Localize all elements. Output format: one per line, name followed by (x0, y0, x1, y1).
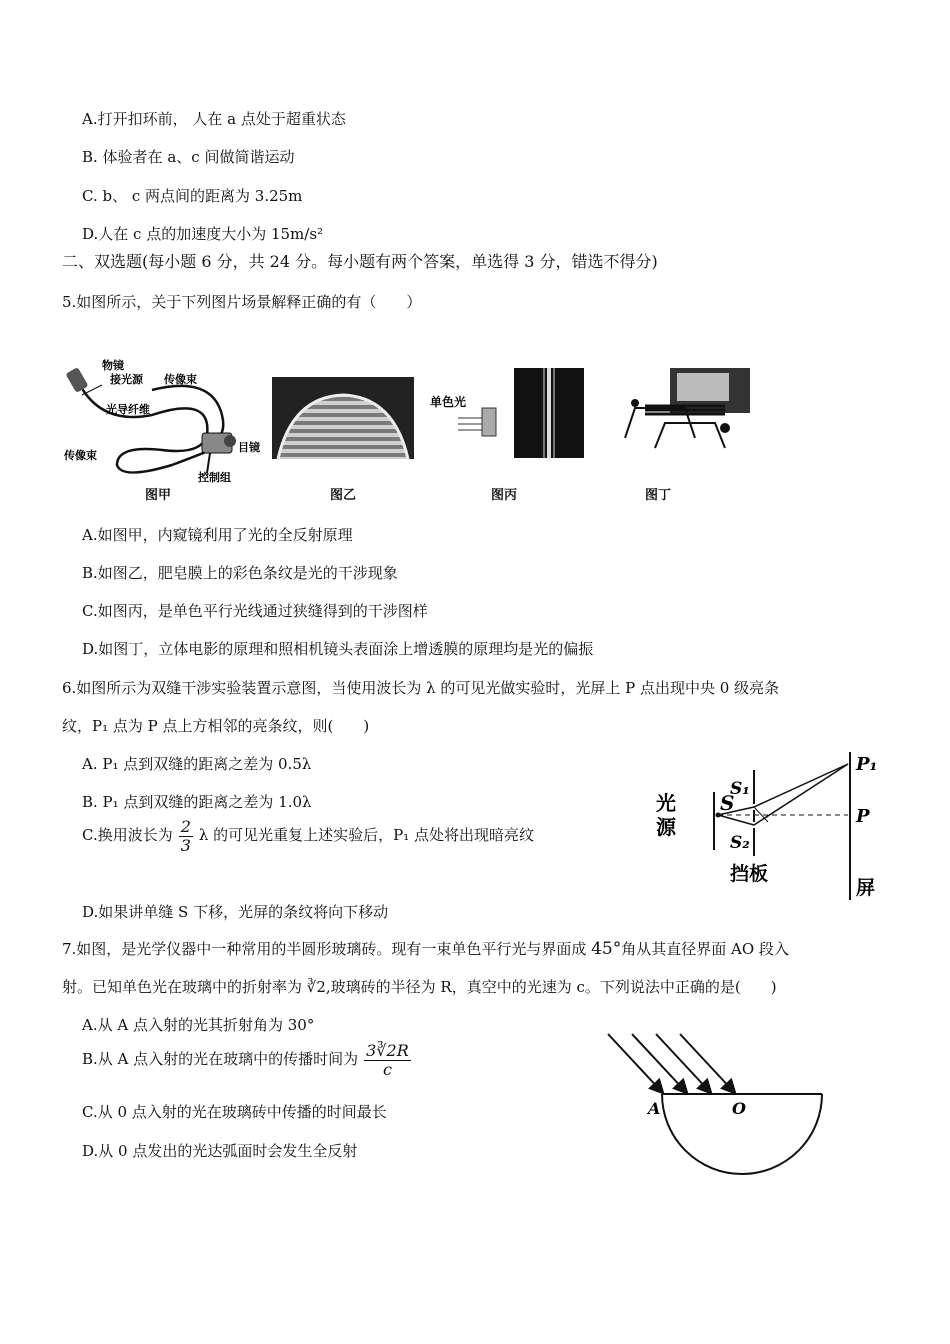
label-source-1: 光 (656, 791, 676, 815)
q7-option-d: D.从 0 点发出的光达弧面时会发生全反射 (82, 1142, 358, 1160)
stereo-figure (615, 368, 755, 468)
q5-option-b: B.如图乙，肥皂膜上的彩色条纹是光的干涉现象 (82, 564, 398, 582)
label-light-source: 接光源 (110, 373, 143, 386)
q6-stem-line2: 纹，P₁ 点为 P 点上方相邻的亮条纹，则( ) (62, 717, 370, 735)
caption-jia: 图甲 (144, 488, 171, 503)
label-S2: S₂ (730, 833, 750, 853)
q7-stem-line1 (62, 939, 789, 959)
q5-stem: 5.如图所示，关于下列图片场景解释正确的有（ ） (62, 293, 422, 311)
label-source-2: 源 (656, 815, 676, 839)
q6-option-b: B. P₁ 点到双缝的距离之差为 1.0λ (82, 793, 312, 811)
frac-num: 3∛2R (366, 1040, 409, 1060)
label-optical-fiber: 光导纤维 (106, 403, 150, 416)
slit-figure (430, 368, 600, 458)
q4-option-b: B. 体验者在 a、c 间做简谐运动 (82, 148, 295, 166)
q5-option-d: D.如图丁，立体电影的原理和照相机镜头表面涂上增透膜的原理均是光的偏振 (82, 640, 594, 658)
q7-stem-pre: 7.如图，是光学仪器中一种常用的半圆形玻璃砖。现有一束单色平行光与界面成 (62, 940, 587, 958)
label-S1: S₁ (730, 779, 750, 799)
label-O: O (732, 1099, 746, 1118)
label-P1: P₁ (856, 754, 878, 775)
fraction-time (364, 1042, 411, 1079)
q7-option-c: C.从 0 点入射的光在玻璃砖中传播的时间最长 (82, 1103, 387, 1121)
label-image-bundle-2: 传像束 (64, 449, 97, 462)
q4-option-d: D.人在 c 点的加速度大小为 15m/s² (82, 225, 324, 243)
label-objective: 物镜 (102, 359, 124, 372)
q7-angle: 45° (591, 939, 622, 959)
label-S: S (720, 791, 735, 815)
fraction-two-thirds (179, 818, 193, 855)
label-baffle: 挡板 (730, 863, 769, 885)
q7-stem-post: 角从其直径界面 AO 段入 (621, 940, 789, 958)
q6-option-a: A. P₁ 点到双缝的距离之差为 0.5λ (82, 755, 312, 773)
q6-option-d: D.如果讲单缝 S 下移，光屏的条纹将向下移动 (82, 903, 389, 921)
semicircle-glass-diagram (596, 1028, 828, 1178)
soap-film-figure (272, 377, 414, 459)
caption-yi: 图乙 (329, 488, 356, 503)
caption-bing: 图丙 (490, 488, 517, 503)
q5-option-a: A.如图甲，内窥镜利用了光的全反射原理 (82, 526, 353, 544)
label-control: 控制组 (198, 471, 231, 484)
q6-stem-line1: 6.如图所示为双缝干涉实验装置示意图，当使用波长为 λ 的可见光做实验时，光屏上 P 点出现中央 0 级亮条 (62, 679, 780, 697)
caption-ding: 图丁 (644, 488, 671, 503)
frac-num: 2 (180, 816, 191, 836)
label-image-bundle-1: 传像束 (164, 373, 197, 386)
frac-den: c (382, 1059, 392, 1079)
double-slit-diagram (648, 752, 888, 900)
q7-option-a: A.从 A 点入射的光其折射角为 30° (82, 1016, 315, 1034)
q4-option-a: A.打开扣环前， 人在 a 点处于超重状态 (82, 110, 346, 128)
label-screen: 屏 (856, 877, 876, 899)
q7-option-b-pre: B.从 A 点入射的光在玻璃中的传播时间为 (82, 1050, 359, 1068)
q4-option-c: C. b、 c 两点间的距离为 3.25m (82, 187, 303, 205)
label-monochromatic: 单色光 (430, 395, 467, 409)
q6-option-c-post: λ 的可见光重复上述实验后，P₁ 点处将出现暗亮纹 (198, 826, 535, 844)
q6-option-c (82, 812, 534, 858)
label-P: P (856, 806, 870, 827)
label-eyepiece: 目镜 (238, 441, 260, 454)
q6-option-c-pre: C.换用波长为 (82, 826, 173, 844)
endoscope-figure (62, 355, 272, 485)
q7-stem-line2: 射。已知单色光在玻璃中的折射率为 ∛2,玻璃砖的半径为 R，真空中的光速为 c。下列说法中正确的是( ) (62, 978, 777, 996)
q7-option-b (82, 1033, 417, 1085)
label-A: A (648, 1099, 661, 1118)
section-heading: 二、双选题(每小题 6 分，共 24 分。每小题有两个答案，单选得 3 分，错选不得分) (62, 252, 658, 271)
q5-option-c: C.如图丙，是单色平行光线通过狭缝得到的干涉图样 (82, 602, 428, 620)
frac-den: 3 (180, 835, 191, 855)
